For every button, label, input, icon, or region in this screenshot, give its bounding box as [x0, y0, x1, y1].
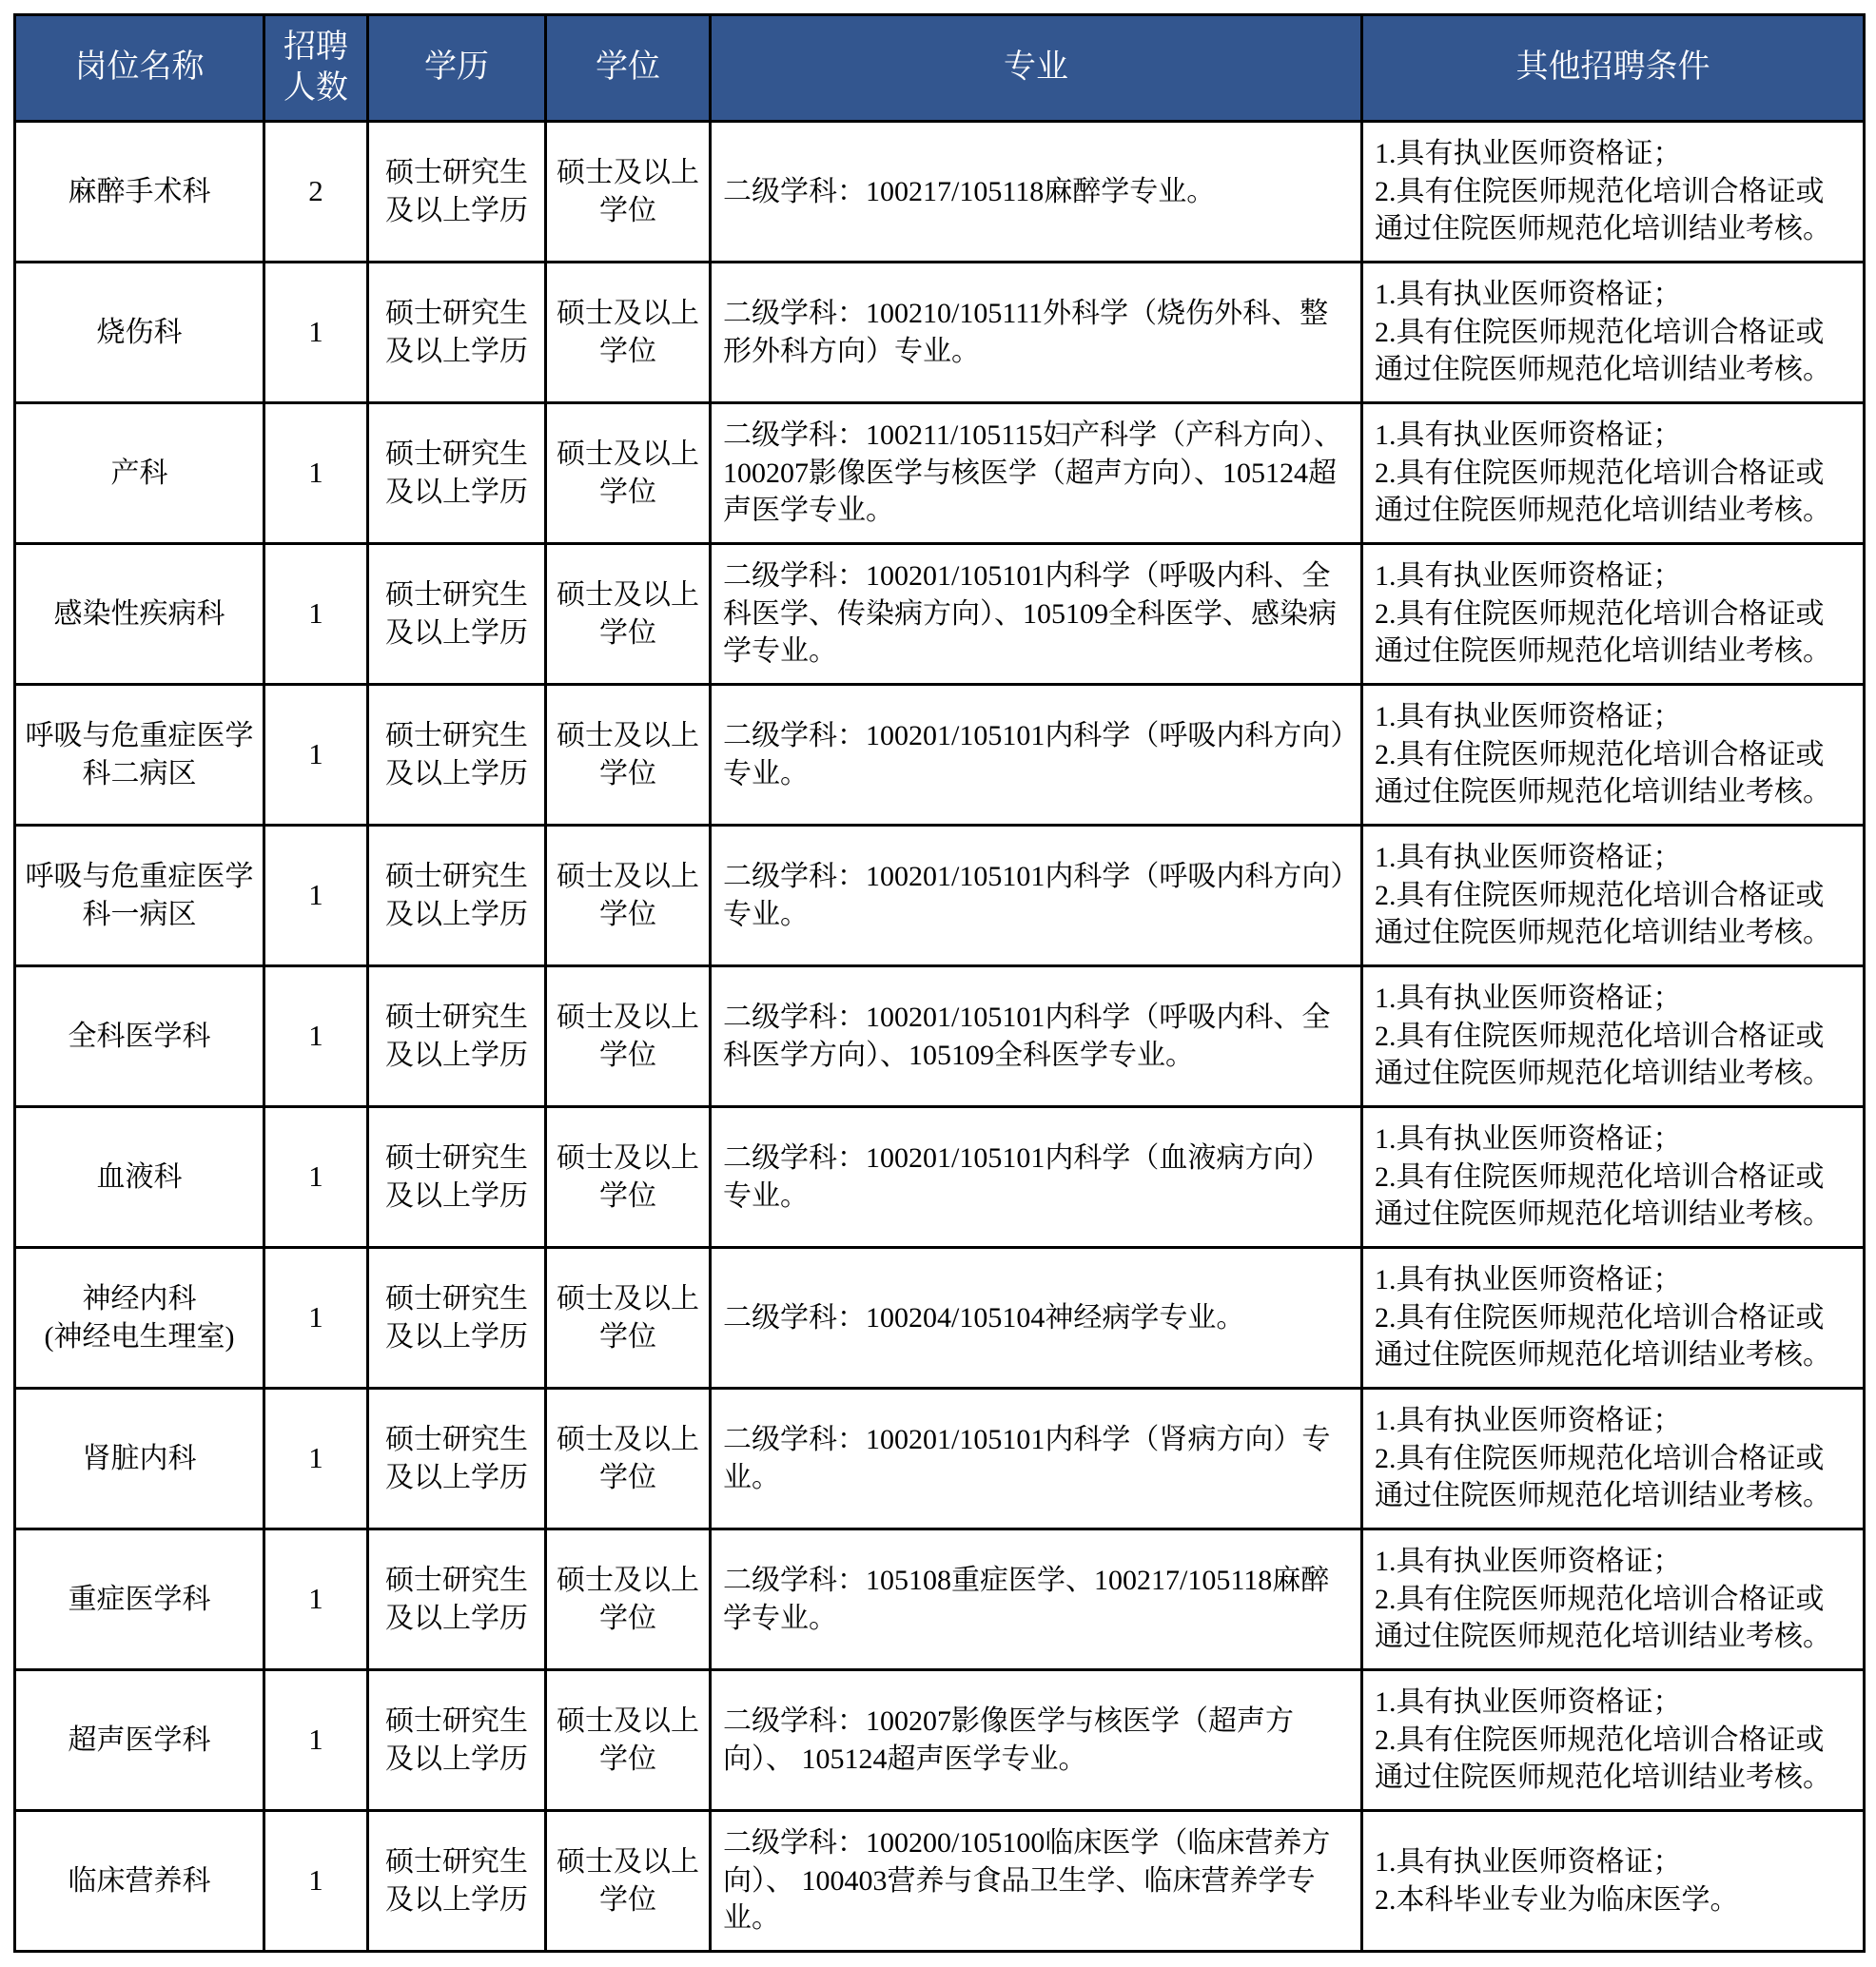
- position-cell-text: 临床营养科: [68, 1864, 211, 1897]
- condition-line: 2.具有住院医师规范化培训合格证或通过住院医师规范化培训结业考核。: [1375, 457, 1831, 527]
- major-cell-text: 二级学科：100201/105101内科学（肾病方向）专业。: [723, 1423, 1331, 1493]
- major-cell-text: 二级学科：100211/105115妇产科学（产科方向）、100207影像医学与核医学（超声方向）、105124超声医学专业。: [723, 419, 1343, 527]
- major-cell: [711, 826, 1362, 966]
- condition-line: 2.本科毕业专业为临床医学。: [1375, 1883, 1739, 1916]
- conditions-cell: [1362, 122, 1865, 263]
- degree-cell-text: 硕士及以上学位: [557, 1564, 699, 1634]
- count-cell: [264, 826, 368, 966]
- condition-line: 1.具有执业医师资格证；: [1375, 279, 1682, 311]
- conditions-cell: [1362, 966, 1865, 1107]
- condition-line: 1.具有执业医师资格证；: [1375, 1686, 1682, 1719]
- major-cell: [711, 685, 1362, 826]
- education-cell: [368, 544, 546, 685]
- condition-line: 2.具有住院医师规范化培训合格证或通过住院医师规范化培训结业考核。: [1375, 879, 1831, 949]
- condition-line: 2.具有住院医师规范化培训合格证或通过住院医师规范化培训结业考核。: [1375, 1724, 1831, 1794]
- degree-cell: [546, 1389, 711, 1529]
- condition-line: 2.具有住院医师规范化培训合格证或通过住院医师规范化培训结业考核。: [1375, 316, 1831, 386]
- education-cell: [368, 1107, 546, 1248]
- degree-cell-text: 硕士及以上学位: [557, 1282, 699, 1353]
- count-cell: [264, 1248, 368, 1389]
- conditions-cell: [1362, 1107, 1865, 1248]
- degree-cell-text: 硕士及以上学位: [557, 1001, 699, 1071]
- position-cell: [15, 685, 264, 826]
- header-row: [15, 15, 1865, 122]
- degree-cell: [546, 122, 711, 263]
- count-cell-text: 1: [308, 1019, 323, 1053]
- conditions-cell: [1362, 685, 1865, 826]
- column-header-position: 岗位名称: [15, 15, 264, 122]
- conditions-cell: [1362, 1529, 1865, 1670]
- table-row: [15, 544, 1865, 685]
- position-cell-text: 感染性疾病科: [53, 597, 225, 630]
- education-cell-text: 硕士研究生及以上学历: [385, 1282, 528, 1353]
- major-cell-text: 二级学科：100200/105100临床医学（临床营养方向）、 100403营养与食品卫生学、临床营养学专业。: [723, 1827, 1331, 1935]
- degree-cell: [546, 403, 711, 544]
- position-cell: [15, 1670, 264, 1811]
- column-header-degree: 学位: [546, 15, 711, 122]
- education-cell-text: 硕士研究生及以上学历: [385, 156, 528, 226]
- count-cell: [264, 544, 368, 685]
- count-cell-text: 1: [308, 1863, 323, 1898]
- table-row: [15, 403, 1865, 544]
- condition-line: 1.具有执业医师资格证；: [1375, 1264, 1682, 1296]
- degree-cell-text: 硕士及以上学位: [557, 1845, 699, 1916]
- degree-cell: [546, 1670, 711, 1811]
- conditions-cell: [1362, 1389, 1865, 1529]
- education-cell-text: 硕士研究生及以上学历: [385, 1423, 528, 1493]
- condition-line: 2.具有住院医师规范化培训合格证或通过住院医师规范化培训结业考核。: [1375, 1442, 1831, 1512]
- major-cell-text: 二级学科：100201/105101内科学（血液病方向）专业。: [723, 1141, 1331, 1212]
- degree-cell: [546, 544, 711, 685]
- conditions-cell: [1362, 826, 1865, 966]
- position-cell-text: 呼吸与危重症医学科一病区: [25, 860, 254, 930]
- major-cell: [711, 1248, 1362, 1389]
- count-cell-text: 1: [308, 1723, 323, 1757]
- condition-line: 1.具有执业医师资格证；: [1375, 1123, 1682, 1156]
- count-cell-text: 1: [308, 878, 323, 912]
- table-row: [15, 826, 1865, 966]
- degree-cell-text: 硕士及以上学位: [557, 860, 699, 930]
- position-cell: [15, 1248, 264, 1389]
- degree-cell: [546, 263, 711, 403]
- education-cell-text: 硕士研究生及以上学历: [385, 578, 528, 649]
- table-row: [15, 122, 1865, 263]
- degree-cell-text: 硕士及以上学位: [557, 578, 699, 649]
- major-cell: [711, 1389, 1362, 1529]
- table-row: [15, 1811, 1865, 1952]
- position-cell-text: 超声医学科: [68, 1724, 211, 1756]
- education-cell: [368, 1248, 546, 1389]
- condition-line: 2.具有住院医师规范化培训合格证或通过住院医师规范化培训结业考核。: [1375, 1583, 1831, 1653]
- count-cell: [264, 263, 368, 403]
- degree-cell-text: 硕士及以上学位: [557, 297, 699, 367]
- major-cell: [711, 403, 1362, 544]
- education-cell: [368, 263, 546, 403]
- position-cell: [15, 1107, 264, 1248]
- position-cell: [15, 263, 264, 403]
- table-row: [15, 685, 1865, 826]
- count-cell: [264, 1529, 368, 1670]
- major-cell-text: 二级学科：100210/105111外科学（烧伤外科、整形外科方向）专业。: [723, 297, 1329, 367]
- count-cell-text: 1: [308, 1582, 323, 1616]
- position-cell-text: 肾脏内科: [82, 1442, 197, 1474]
- education-cell-text: 硕士研究生及以上学历: [385, 297, 528, 367]
- count-cell-text: 1: [308, 456, 323, 490]
- table-row: [15, 1107, 1865, 1248]
- count-cell-text: 1: [308, 1300, 323, 1334]
- count-cell-text: 1: [308, 315, 323, 349]
- conditions-cell: [1362, 544, 1865, 685]
- degree-cell-text: 硕士及以上学位: [557, 1141, 699, 1212]
- position-cell-text: 重症医学科: [68, 1583, 211, 1615]
- table-row: [15, 263, 1865, 403]
- count-cell-text: 1: [308, 596, 323, 631]
- degree-cell: [546, 1811, 711, 1952]
- conditions-cell: [1362, 1670, 1865, 1811]
- conditions-cell: [1362, 1248, 1865, 1389]
- position-cell: [15, 966, 264, 1107]
- major-cell: [711, 122, 1362, 263]
- condition-line: 1.具有执业医师资格证；: [1375, 560, 1682, 593]
- major-cell-text: 二级学科：100204/105104神经病学专业。: [723, 1301, 1245, 1334]
- condition-line: 2.具有住院医师规范化培训合格证或通过住院医师规范化培训结业考核。: [1375, 1020, 1831, 1090]
- education-cell: [368, 1389, 546, 1529]
- education-cell: [368, 966, 546, 1107]
- column-header-education: 学历: [368, 15, 546, 122]
- education-cell: [368, 685, 546, 826]
- degree-cell: [546, 826, 711, 966]
- position-cell: [15, 544, 264, 685]
- condition-line: 1.具有执业医师资格证；: [1375, 701, 1682, 733]
- major-cell: [711, 966, 1362, 1107]
- condition-line: 1.具有执业医师资格证；: [1375, 842, 1682, 874]
- degree-cell: [546, 1529, 711, 1670]
- position-cell-text: 麻醉手术科: [68, 175, 211, 207]
- major-cell-text: 二级学科：100201/105101内科学（呼吸内科、全科医学、传染病方向）、105109全科医学、感染病学专业。: [723, 560, 1337, 668]
- count-cell: [264, 403, 368, 544]
- major-cell: [711, 1670, 1362, 1811]
- position-cell: [15, 122, 264, 263]
- condition-line: 1.具有执业医师资格证；: [1375, 983, 1682, 1015]
- conditions-cell: [1362, 1811, 1865, 1952]
- condition-line: 1.具有执业医师资格证；: [1375, 1845, 1682, 1878]
- condition-line: 1.具有执业医师资格证；: [1375, 1546, 1682, 1578]
- education-cell: [368, 1811, 546, 1952]
- count-cell: [264, 1811, 368, 1952]
- condition-line: 2.具有住院医师规范化培训合格证或通过住院医师规范化培训结业考核。: [1375, 175, 1831, 245]
- position-cell-text: 烧伤科: [96, 316, 183, 348]
- count-cell: [264, 1389, 368, 1529]
- position-cell: [15, 1389, 264, 1529]
- degree-cell-text: 硕士及以上学位: [557, 156, 699, 226]
- count-cell-text: 1: [308, 1159, 323, 1194]
- education-cell: [368, 403, 546, 544]
- major-cell-text: 二级学科：100201/105101内科学（呼吸内科、全科医学方向）、105109全科医学专业。: [723, 1001, 1331, 1071]
- position-cell-text: 产科: [110, 457, 168, 489]
- table-row: [15, 966, 1865, 1107]
- conditions-cell: [1362, 403, 1865, 544]
- major-cell: [711, 1811, 1362, 1952]
- condition-line: 2.具有住院医师规范化培训合格证或通过住院医师规范化培训结业考核。: [1375, 1160, 1831, 1231]
- column-header-count: 招聘人数: [264, 15, 368, 122]
- count-cell: [264, 685, 368, 826]
- major-cell: [711, 263, 1362, 403]
- major-cell-text: 二级学科：100201/105101内科学（呼吸内科方向）专业。: [723, 719, 1345, 789]
- degree-cell-text: 硕士及以上学位: [557, 1423, 699, 1493]
- table-row: [15, 1248, 1865, 1389]
- condition-line: 1.具有执业医师资格证；: [1375, 1405, 1682, 1437]
- education-cell-text: 硕士研究生及以上学历: [385, 1704, 528, 1775]
- count-cell-text: 2: [308, 174, 323, 208]
- major-cell-text: 二级学科：100201/105101内科学（呼吸内科方向）专业。: [723, 860, 1345, 930]
- count-cell-text: 1: [308, 737, 323, 771]
- education-cell-text: 硕士研究生及以上学历: [385, 438, 528, 508]
- degree-cell-text: 硕士及以上学位: [557, 719, 699, 789]
- position-cell: [15, 1811, 264, 1952]
- recruitment-table: [13, 13, 1866, 1953]
- table-row: [15, 1670, 1865, 1811]
- major-cell: [711, 544, 1362, 685]
- degree-cell-text: 硕士及以上学位: [557, 1704, 699, 1775]
- column-header-major: 专业: [711, 15, 1362, 122]
- education-cell-text: 硕士研究生及以上学历: [385, 1001, 528, 1071]
- position-cell-text: 血液科: [96, 1160, 183, 1193]
- position-cell: [15, 1529, 264, 1670]
- education-cell-text: 硕士研究生及以上学历: [385, 1845, 528, 1916]
- degree-cell: [546, 966, 711, 1107]
- condition-line: 1.具有执业医师资格证；: [1375, 419, 1682, 452]
- education-cell: [368, 1529, 546, 1670]
- degree-cell: [546, 685, 711, 826]
- major-cell-text: 二级学科：100217/105118麻醉学专业。: [723, 175, 1216, 207]
- table-row: [15, 1389, 1865, 1529]
- condition-line: 2.具有住院医师规范化培训合格证或通过住院医师规范化培训结业考核。: [1375, 738, 1831, 808]
- position-cell-text: 呼吸与危重症医学科二病区: [25, 719, 254, 789]
- count-cell: [264, 1670, 368, 1811]
- count-cell: [264, 1107, 368, 1248]
- column-header-conditions: 其他招聘条件: [1362, 15, 1865, 122]
- major-cell-text: 二级学科：105108重症医学、100217/105118麻醉学专业。: [723, 1564, 1330, 1634]
- condition-line: 1.具有执业医师资格证；: [1375, 138, 1682, 170]
- major-cell: [711, 1529, 1362, 1670]
- education-cell: [368, 826, 546, 966]
- position-cell-text: 全科医学科: [68, 1020, 211, 1052]
- count-cell: [264, 966, 368, 1107]
- position-cell: [15, 403, 264, 544]
- count-cell: [264, 122, 368, 263]
- conditions-cell: [1362, 263, 1865, 403]
- condition-line: 2.具有住院医师规范化培训合格证或通过住院医师规范化培训结业考核。: [1375, 597, 1831, 668]
- count-cell-text: 1: [308, 1441, 323, 1475]
- position-cell-text: 神经内科 (神经电生理室): [44, 1282, 235, 1353]
- major-cell: [711, 1107, 1362, 1248]
- degree-cell: [546, 1248, 711, 1389]
- education-cell: [368, 122, 546, 263]
- condition-line: 2.具有住院医师规范化培训合格证或通过住院医师规范化培训结业考核。: [1375, 1301, 1831, 1372]
- table-row: [15, 1529, 1865, 1670]
- education-cell-text: 硕士研究生及以上学历: [385, 1564, 528, 1634]
- education-cell-text: 硕士研究生及以上学历: [385, 860, 528, 930]
- position-cell: [15, 826, 264, 966]
- major-cell-text: 二级学科：100207影像医学与核医学（超声方向）、 105124超声医学专业。: [723, 1704, 1294, 1775]
- degree-cell-text: 硕士及以上学位: [557, 438, 699, 508]
- education-cell: [368, 1670, 546, 1811]
- education-cell-text: 硕士研究生及以上学历: [385, 1141, 528, 1212]
- education-cell-text: 硕士研究生及以上学历: [385, 719, 528, 789]
- degree-cell: [546, 1107, 711, 1248]
